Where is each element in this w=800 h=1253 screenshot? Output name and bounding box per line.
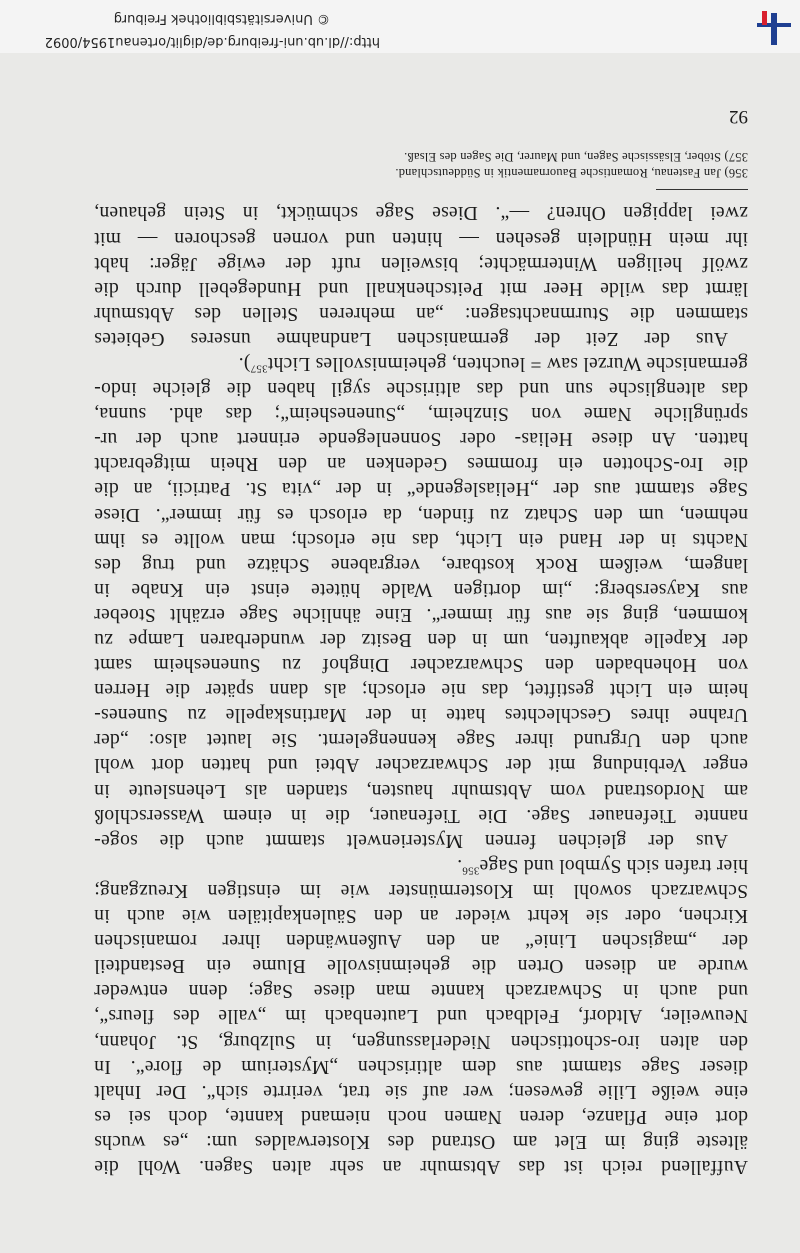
text-line: auch den Urgrund ihrer Sage kennengelernt. Sie lautet also: „der	[94, 729, 748, 751]
text-line: ihr mein Hündlein gesehen — hinten und vornen geschoren — mit	[94, 227, 748, 249]
text-line: dieser Sage stammt aus dem altirischen „Mysterium de flore“. In	[94, 1055, 748, 1077]
text-line: langem, weißem Rock kostbare, vergrabene Schätze und trug des	[94, 553, 748, 575]
footnote-356: 356) Jan Fastenau, Romantische Bauornamentik in Süddeutschland.	[395, 166, 748, 181]
text-line: Kirchen, oder sie kehrt wieder an den Säulenkapitälen wie auch in	[94, 905, 748, 927]
text-line: hatten. An diese Helias- oder Sonnenlegende erinnert auch der ur-	[94, 428, 748, 450]
text-line-content: hier trafen sich Symbol und Sage	[479, 854, 748, 876]
text-line: der Kapelle abkauften, um in den Besitz der wunderbaren Lampe zu	[94, 629, 748, 651]
paper-sheet	[0, 53, 800, 1253]
text-line: Aus der gleichen fernen Mysterienwelt stammt auch die soge-	[94, 829, 728, 851]
text-line: Aus der Zeit der germanischen Landnahme unseres Gebietes	[94, 327, 728, 349]
text-line: das altenglische sun und das altirische sygil haben die gleiche indo-	[94, 378, 748, 400]
text-line: Neuweiler, Altdorf, Feldbach und Lautenbach im „valle des fleurs“,	[94, 1005, 748, 1027]
text-line: zwölf heiligen Wintermächte; bisweilen ruft der ewige Jäger: habt	[94, 252, 748, 274]
text-line: dort eine Pflanze, deren Namen noch niemand kannte, doch sei es	[94, 1105, 748, 1127]
footnote-ref: 356	[462, 864, 480, 877]
source-url-link[interactable]: http://dl.ub.uni-freiburg.de/diglit/ortenau1954/0092	[44, 34, 380, 49]
text-line: stammen die Sturmnachtsagen: „an mehreren Stellen des Abtsmuhr	[94, 302, 748, 324]
text-line: nannte Tiefenauer Sage. Die Tiefenauer, die in einem Wasserschloß	[94, 804, 748, 826]
text-line: wurde an diesen Orten die geheimnisvolle Blume ein Bestandteil	[94, 955, 748, 977]
text-line	[94, 351, 748, 376]
page-number: 92	[729, 106, 748, 128]
text-line: heim ein Licht gestiftet, das nie erlosch; als dann später die Herren	[94, 679, 748, 701]
text-line: lärmt das wilde Heer mit Peitschenknall und Hundegebell durch die	[94, 277, 748, 299]
text-line: Nachts in der Hand ein Licht, das nie erlosch; man wollte es ihm	[94, 528, 748, 550]
text-line: älteste ging im Elet am Ostrand des Klosterwaldes um: „es wuchs	[94, 1130, 748, 1152]
footnote-divider	[656, 189, 748, 190]
text-line: kommen, ging sie aus für immer“. Eine ähnliche Sage erzählt Stoeber	[94, 603, 748, 625]
text-block	[94, 105, 748, 1179]
copyright-notice: © Universitätsbibliothek Freiburg	[113, 11, 330, 26]
ub-freiburg-logo-icon	[754, 7, 794, 47]
footnote-357: 357) Stöber, Elsässische Sagen, und Maurer, Die Sagen des Elsaß.	[403, 150, 748, 165]
text-line: den alten iro-schottischen Niederlassungen, in Sulzburg, St. Johann,	[94, 1030, 748, 1052]
text-line: am Nordostrand vom Abtsmuhr hausten, standen als Lehensleute in	[94, 779, 748, 801]
text-line: Schwarzach sowohl im Klostermünster wie im einstigen Kreuzgang;	[94, 879, 748, 901]
body-text	[94, 200, 748, 1179]
text-line-content: germanische Wurzel saw = leuchten, geheimnisvolles Licht	[267, 353, 748, 374]
sentence-period: ).	[238, 353, 251, 374]
text-line: sprüngliche Name von Sinzheim, „Sunenesheim“; das ahd. sunna,	[94, 403, 748, 425]
footnotes	[94, 149, 748, 181]
text-line: eine weiße Lilie gewesen; wer auf sie trat, verirrte sich“. Der Inhalt	[94, 1080, 748, 1102]
text-line: und auch in Schwarzach kannte man diese Sage; denn entweder	[94, 980, 748, 1002]
text-line: Sage stammt aus der „Heliaslegende“ in der „vita St. Patricii, an die	[94, 478, 748, 500]
text-line: der „magischen Linie“ an den Außenwänden ihrer romanischen	[94, 930, 748, 952]
text-line: von Hohenbaden den Schwarzacher Dinghof zu Sunenesheim samt	[94, 654, 748, 676]
text-line: aus Kaysersberg: „im dortigen Walde hütete einst ein Knabe in	[94, 578, 748, 600]
text-line: zwei lappigen Ohren? —“. Diese Sage schmückt, in Stein gehauen,	[94, 202, 748, 224]
sentence-period: .	[456, 854, 463, 876]
text-line: Urahne ihres Geschlechtes hatte in der Martinskapelle zu Sunenes-	[94, 704, 748, 726]
text-line: die Iro-Schotten ein frommes Gedenken an den Rhein mitgebracht	[94, 453, 748, 475]
text-line: enger Verbindung mit der Schwarzacher Abtei und hatten dort wohl	[94, 754, 748, 776]
text-line: nehmen, um den Schatz zu finden, da erlosch es für immer“. Diese	[94, 503, 748, 525]
footnote-ref: 357	[250, 362, 268, 375]
archive-footer	[0, 0, 800, 53]
text-line	[94, 853, 748, 878]
text-line: Auffallend reich ist das Abtsmuhr an sehr alten Sagen. Wohl die	[94, 1156, 748, 1177]
